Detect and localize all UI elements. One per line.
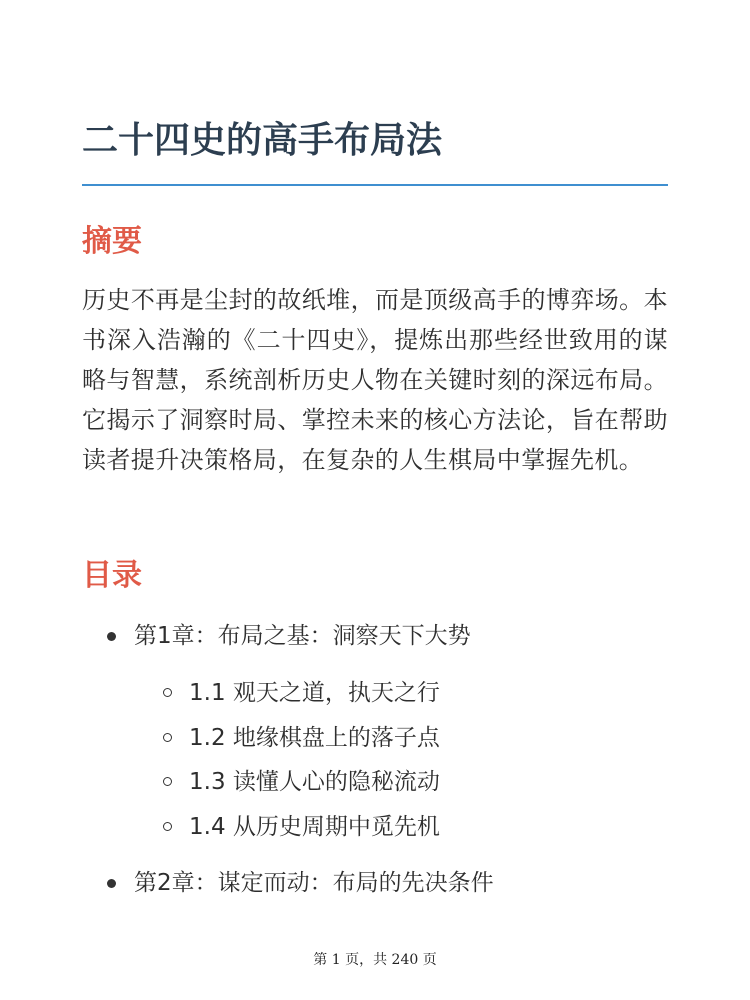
document-page (82, 0, 668, 1000)
hollow-bullet-icon (163, 822, 172, 831)
bullet-icon (107, 879, 116, 888)
toc-chapter-2[interactable] (134, 865, 494, 901)
toc-section-1-3[interactable] (189, 764, 440, 800)
toc-section-label: 1.2 地缘棋盘上的落子点 (189, 725, 440, 751)
hollow-bullet-icon (163, 733, 172, 742)
toc-heading: 目录 (82, 558, 142, 593)
page-title: 二十四史的高手布局法 (82, 120, 443, 161)
toc-section-1-4[interactable] (189, 809, 440, 845)
toc-chapter-label: 第1章：布局之基：洞察天下大势 (134, 623, 471, 649)
bullet-icon (107, 632, 116, 641)
abstract-paragraph: 历史不再是尘封的故纸堆，而是顶级高手的博弈场。本书深入浩瀚的《二十四史》，提炼出那些经世致用的谋略与智慧，系统剖析历史人物在关键时刻的深远布局。它揭示了洞察时局、掌控未来的核心方法论，旨在帮助读者提升决策格局，在复杂的人生棋局中掌握先机。 (82, 286, 668, 474)
hollow-bullet-icon (163, 688, 172, 697)
toc-section-label: 1.3 读懂人心的隐秘流动 (189, 769, 440, 795)
toc-section-1-2[interactable] (189, 720, 440, 756)
toc-section-label: 1.4 从历史周期中觅先机 (189, 814, 440, 840)
title-divider (82, 184, 668, 186)
hollow-bullet-icon (163, 777, 172, 786)
abstract-heading: 摘要 (82, 224, 142, 259)
toc-section-label: 1.1 观天之道，执天之行 (189, 680, 440, 706)
toc-section-1-1[interactable] (189, 675, 440, 711)
page-number-footer: 第 1 页，共 240 页 (313, 952, 437, 968)
toc-chapter-1[interactable] (134, 618, 471, 654)
toc-chapter-label: 第2章：谋定而动：布局的先决条件 (134, 870, 494, 896)
